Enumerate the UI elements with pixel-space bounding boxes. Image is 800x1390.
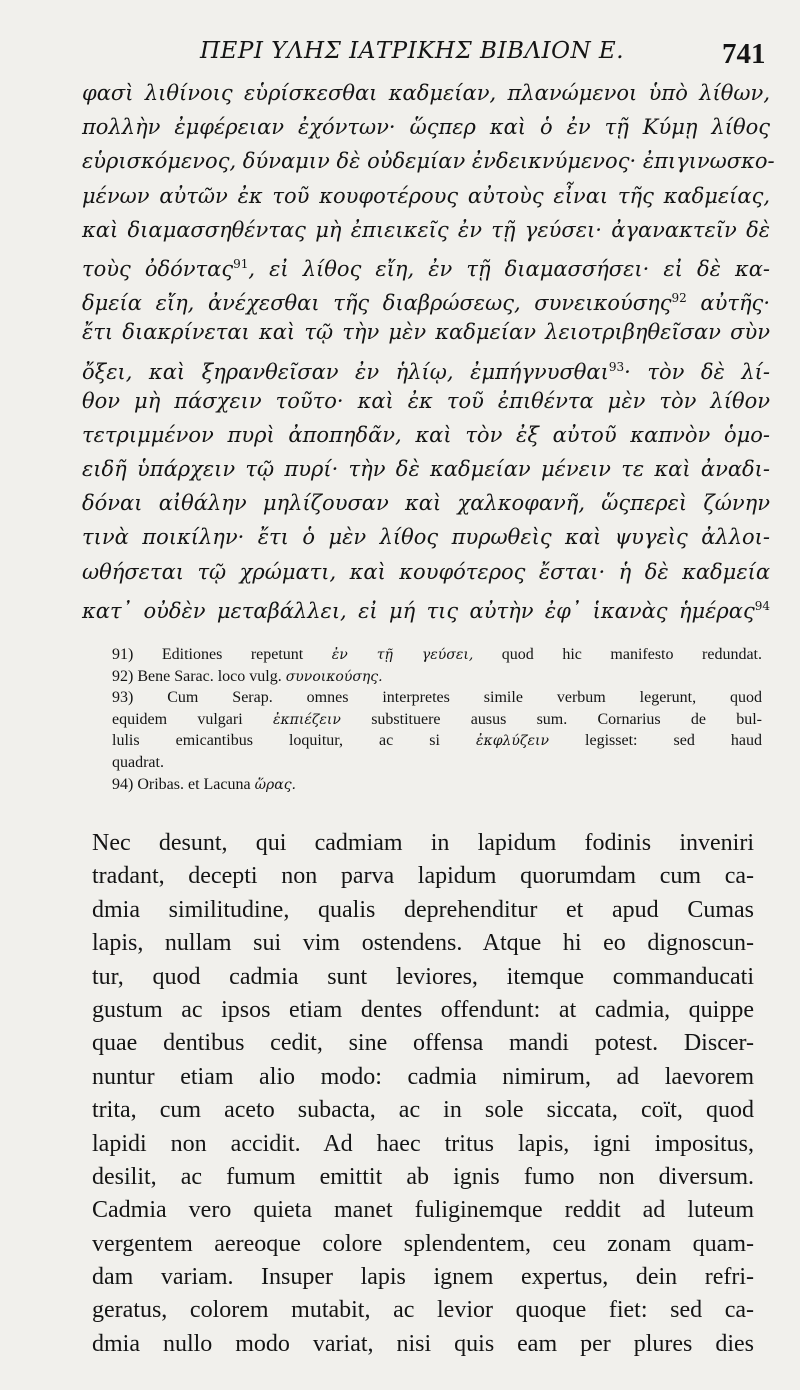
greek-line-text: ειδῆ ὑπάρχειν τῷ πυρί· τὴν δὲ καδμείαν μένειν τε καὶ ἀναδι- — [82, 457, 770, 482]
footnote-line — [112, 666, 762, 688]
greek-line — [82, 486, 770, 520]
greek-line-text: τοὺς ὀδόντας — [82, 256, 234, 281]
footnote-line — [112, 709, 762, 731]
greek-line — [82, 247, 770, 281]
footnotes-block — [112, 644, 762, 795]
greek-line — [82, 76, 770, 110]
greek-line — [82, 144, 775, 178]
footnote-text: lulis emicantibus loquitur, ac si — [112, 732, 476, 750]
greek-line-text: κατ᾽ οὐδὲν μεταβάλλει, εἰ μή τις αὐτὴν ἐφ᾽ ἱκανὰς ἡμέρας — [82, 598, 755, 623]
latin-line: geratus, colorem mutabit, ac levior quoque fiet: sed ca- — [92, 1297, 754, 1324]
latin-translation-block — [92, 827, 754, 1361]
greek-line — [82, 315, 770, 349]
latin-line: lapis, nullam sui vim ostendens. Atque hi eo dignoscun- — [92, 930, 754, 957]
greek-line — [82, 589, 770, 623]
latin-line: tradant, decepti non parva lapidum quorumdam cum ca- — [92, 863, 754, 890]
footnote-text: 92) Bene Sarac. loco vulg. — [112, 667, 286, 685]
footnote-marker[interactable]: 91 — [233, 256, 249, 271]
footnote-greek-term: ὥρας. — [254, 776, 297, 793]
greek-line-text: καὶ διαμασσηθέντας μὴ ἐπιεικεῖς ἐν τῇ γεύσει· ἀγανακτεῖν δὲ — [82, 217, 770, 242]
footnote-text: 93) Cum Serap. omnes interpretes simile verbum legerunt, quod — [112, 689, 762, 707]
latin-line: nuntur etiam alio modo: cadmia nimirum, ad laevorem — [92, 1063, 754, 1090]
footnote-line — [112, 774, 762, 796]
latin-line: desilit, ac fumum emittit ab ignis fumo non diversum. — [92, 1163, 754, 1190]
greek-line — [82, 520, 770, 554]
greek-line-text: ἔτι διακρίνεται καὶ τῷ τὴν μὲν καδμείαν λειοτριβηθεῖσαν σὺν — [82, 320, 770, 345]
footnote-marker[interactable]: 93 — [608, 359, 625, 374]
greek-line-text: τινὰ ποικίλην· ἔτι ὁ μὲν λίθος πυρωθεὶς καὶ ψυγεὶς ἀλλοι- — [82, 525, 770, 550]
latin-line: Cadmia vero quieta manet fuliginemque reddit ad luteum — [92, 1197, 754, 1224]
greek-line — [82, 555, 770, 589]
latin-line: gustum ac ipsos etiam dentes offendunt: at cadmia, quippe — [92, 996, 754, 1023]
greek-text-block — [82, 76, 775, 623]
footnote-text: 94) Oribas. et Lacuna — [112, 775, 255, 793]
greek-line-continuation: , εἰ λίθος εἴη, ἐν τῇ διαμασσήσει· εἰ δὲ κα- — [248, 256, 770, 281]
footnote-line — [112, 687, 762, 709]
greek-line-continuation: · τὸν δὲ λί- — [624, 359, 770, 384]
latin-line: dam variam. Insuper lapis ignem expertus, dein refri- — [92, 1264, 754, 1291]
greek-line — [82, 110, 770, 144]
greek-line — [82, 384, 770, 418]
page-number: 741 — [722, 38, 766, 70]
greek-line — [82, 179, 770, 213]
footnote-line — [112, 730, 762, 752]
greek-line — [82, 213, 770, 247]
greek-line-text: ὄξει, καὶ ξηρανθεῖσαν ἐν ἡλίῳ, ἐμπήγνυσθαι — [82, 359, 609, 384]
footnote-text: 91) Editiones repetunt — [112, 646, 332, 663]
greek-line — [82, 350, 770, 384]
footnote-greek-term: ἐν τῇ γεύσει, — [331, 647, 474, 663]
latin-line: quae dentibus cedit, sine offensa mandi potest. Discer- — [92, 1030, 754, 1057]
greek-line-text: εὑρισκόμενος, δύναμιν δὲ οὐδεμίαν ἐνδεικνύμενος· ἐπιγινωσκο- — [82, 149, 775, 174]
greek-line-text: τετριμμένον πυρὶ ἀποπηδᾶν, καὶ τὸν ἐξ αὐτοῦ καπνὸν ὁμο- — [82, 422, 770, 447]
greek-line-text: μένων αὐτῶν ἐκ τοῦ κουφοτέρους αὐτοὺς εἶναι τῆς καδμείας, — [82, 183, 770, 208]
running-title: ΠΕΡΙ ΥΛΗΣ ΙΑΤΡΙΚΗΣ ΒΙΒΛΙΟΝ Ε. — [200, 38, 625, 64]
latin-line: vergentem aereoque colore splendentem, ceu zonam quam- — [92, 1230, 754, 1257]
greek-line — [82, 418, 770, 452]
greek-line — [82, 452, 770, 486]
greek-line-text: θον μὴ πάσχειν τοῦτο· καὶ ἐκ τοῦ ἐπιθέντα μὲν τὸν λίθον — [82, 388, 770, 413]
greek-line-continuation: αὐτῆς· — [686, 291, 770, 316]
footnote-text: substituere ausus sum. Cornarius de bul- — [340, 710, 762, 728]
latin-line: Nec desunt, qui cadmiam in lapidum fodinis inveniri — [92, 830, 754, 856]
greek-line — [82, 281, 770, 315]
footnote-greek-term: ἐκπιέζειν — [272, 711, 341, 728]
greek-line-text: δόναι αἰθάλην μηλίζουσαν καὶ χαλκοφανῆ, ὥςπερεὶ ζώνην — [82, 491, 770, 516]
latin-line: dmia nullo modo variat, nisi quis eam per plures dies — [92, 1330, 754, 1357]
footnote-line — [112, 644, 762, 666]
latin-line: dmia similitudine, qualis deprehenditur et apud Cumas — [92, 896, 754, 923]
greek-line-text: πολλὴν ἐμφέρειαν ἐχόντων· ὥςπερ καὶ ὁ ἐν τῇ Κύμῃ λίθος — [82, 115, 770, 140]
footnote-marker[interactable]: 94 — [754, 598, 770, 613]
greek-line-text: ωθήσεται τῷ χρώματι, καὶ κουφότερος ἔσται· ἡ δὲ καδμεία — [82, 559, 770, 584]
latin-line: tur, quod cadmia sunt leviores, itemque commanducati — [92, 963, 754, 990]
footnote-text: quod hic manifesto redundat. — [473, 646, 762, 663]
footnote-text: equidem vulgari — [112, 710, 273, 728]
latin-line: trita, cum aceto subacta, ac in sole siccata, coït, quod — [92, 1097, 754, 1124]
latin-line: lapidi non accidit. Ad haec tritus lapis, igni impositus, — [92, 1130, 754, 1157]
footnote-line — [112, 752, 762, 774]
greek-line-text: φασὶ λιθίνοις εὑρίσκεσθαι καδμείαν, πλανώμενοι ὑπὸ λίθων, — [82, 81, 770, 105]
footnote-marker[interactable]: 92 — [671, 291, 687, 306]
footnote-text: legisset: sed haud — [548, 732, 762, 750]
footnote-greek-term: ἐκφλύζειν — [476, 733, 549, 750]
footnote-text: quadrat. — [112, 753, 164, 771]
greek-line-text: δμεία εἴη, ἀνέχεσθαι τῆς διαβρώσεως, συνεικούσης — [82, 291, 672, 316]
footnote-greek-term: συνοικούσης. — [285, 668, 383, 685]
